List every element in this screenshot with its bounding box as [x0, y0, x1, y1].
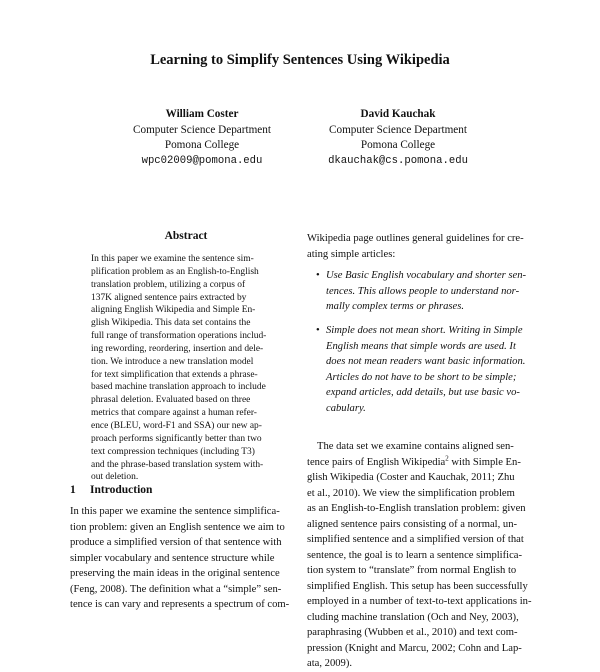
bullet-line: English means that simple words are used. It: [326, 340, 516, 352]
author-affiliation: Pomona College: [164, 139, 240, 151]
body-line: (Feng, 2008). The definition what a “simple” sen-: [70, 583, 282, 595]
abstract-line: metrics that compare against a human refer-: [91, 408, 257, 419]
body-line: pression (Knight and Marcu, 2002; Cohn and Lap-: [307, 642, 522, 654]
body-line: sentence, the goal is to learn a sentence simplifica-: [307, 549, 523, 561]
body-text: tence pairs of English Wikipedia: [307, 456, 446, 468]
body-line: preserving the main ideas in the original sentence: [70, 568, 280, 579]
bullet-line: expand articles, add details, but use basic vo-: [326, 387, 520, 398]
abstract-line: phrasal deletion. Evaluated based on three: [91, 395, 251, 406]
body-line: employed in a number of text-to-text applications in-: [307, 596, 532, 607]
abstract-line: ence (BLEU, word-F1 and SSA) our new ap-: [91, 420, 262, 431]
right-column-intro: [307, 231, 539, 262]
bullet-icon: •: [316, 325, 320, 336]
abstract-line: glish Wikipedia. This data set contains the: [91, 318, 251, 329]
body-line: ata, 2009).: [307, 658, 353, 669]
body-line: et al., 2010). We view the simplification problem: [307, 487, 515, 499]
bullet-line: tences. This allows people to understand nor-: [326, 285, 520, 297]
abstract-line: and the phrase-based translation system with-: [91, 459, 264, 470]
bullet-line: cabulary.: [326, 402, 366, 414]
body-line: produce a simplified version of that sentence with: [70, 537, 282, 548]
author-email: wpc02009@pomona.edu: [141, 154, 263, 167]
body-line: tion problem: given an English sentence we aim to: [70, 521, 285, 533]
body-line: In this paper we examine the sentence simplifica-: [70, 506, 280, 517]
body-line: cluding machine translation (Och and Ney, 2003),: [307, 611, 519, 623]
author-name: David Kauchak: [360, 108, 436, 120]
body-line: aligned sentence pairs consisting of a normal, un-: [307, 518, 518, 530]
right-column-paragraph: [307, 439, 539, 672]
abstract-line: tion. We introduce a new translation model: [91, 356, 254, 367]
bullet-icon: •: [316, 270, 320, 281]
bullet-line: mally complex terms or phrases.: [326, 301, 464, 312]
author-block-1: [97, 107, 307, 169]
bullet-line: Use Basic English vocabulary and shorter sen-: [326, 270, 527, 281]
abstract-line: based machine translation approach to include: [91, 382, 266, 393]
section-heading: [70, 484, 152, 496]
bullet-line: Simple does not mean short. Writing in Simple: [326, 325, 523, 336]
bullet-line: Articles do not have to be short to be simple;: [326, 371, 517, 383]
body-line: tion system to “translate” from normal English to: [307, 565, 517, 576]
abstract-line: proach performs significantly better than two: [91, 433, 262, 444]
body-line: simpler vocabulary and sentence structure while: [70, 552, 275, 564]
abstract-line: translation problem, utilizing a corpus of: [91, 279, 246, 290]
abstract-line: ing rewording, reordering, insertion and dele-: [91, 343, 264, 354]
body-line: ating simple articles:: [307, 248, 396, 260]
abstract-line: for text simplification that extends a phrase-: [91, 369, 258, 380]
body-text: with Simple En-: [448, 456, 521, 468]
section-number: 1: [70, 484, 76, 496]
footnote-marker: 2: [445, 453, 449, 462]
body-line: paraphrasing (Wubben et al., 2010) and text com-: [307, 627, 518, 638]
guideline-bullet-2: [316, 323, 538, 416]
abstract-heading: Abstract: [164, 230, 208, 242]
body-line: as an English-to-English translation problem: given: [307, 503, 526, 514]
abstract-line: plification problem as an English-to-English: [91, 266, 259, 277]
body-line: tence is can vary and represents a spectrum of com-: [70, 599, 290, 610]
bullet-line: does not mean readers want basic information.: [326, 356, 526, 367]
author-affiliation: Pomona College: [360, 139, 436, 151]
intro-paragraph: [70, 504, 302, 613]
body-line: glish Wikipedia (Coster and Kauchak, 2011; Zhu: [307, 472, 515, 483]
author-department: Computer Science Department: [133, 123, 271, 136]
author-department: Computer Science Department: [329, 123, 467, 136]
abstract-body: [91, 253, 281, 484]
paper-title: Learning to Simplify Sentences Using Wikipedia: [150, 52, 450, 68]
author-block-2: [293, 107, 503, 169]
abstract-line: full range of transformation operations includ-: [91, 331, 267, 342]
abstract-line: text compression techniques (including T3): [91, 446, 255, 457]
section-title: Introduction: [90, 484, 153, 496]
guideline-bullet-1: [316, 268, 538, 315]
abstract-line: 137K aligned sentence pairs extracted by: [91, 292, 247, 303]
body-line: Wikipedia page outlines general guidelines for cre-: [307, 233, 524, 244]
abstract-line: out deletion.: [91, 472, 139, 483]
body-line: simplified sentence and a simplified version of that: [307, 534, 524, 545]
author-name: William Coster: [165, 108, 239, 120]
body-line-with-footnote: [307, 455, 539, 471]
body-line: simplified English. This setup has been successfully: [307, 580, 528, 592]
abstract-line: In this paper we examine the sentence sim-: [91, 254, 254, 264]
author-email: dkauchak@cs.pomona.edu: [328, 154, 468, 167]
body-line: The data set we examine contains aligned sen-: [317, 441, 514, 452]
abstract-line: aligning English Wikipedia and Simple En-: [91, 305, 256, 316]
